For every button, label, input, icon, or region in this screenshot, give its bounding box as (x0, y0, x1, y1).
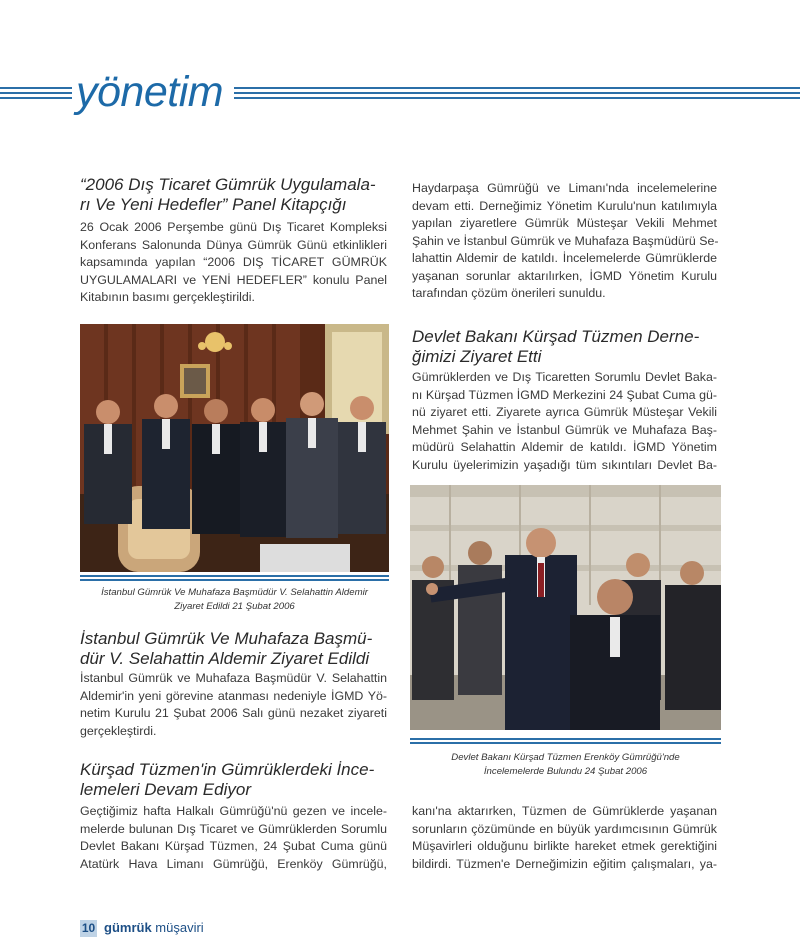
article-1-title: “2006 Dış Ticaret Gümrük Uygulamala- rı Ve Yeni Hedefler” Panel Kitapçığı (80, 175, 376, 214)
article-2-body: İstanbul Gümrük ve Muhafaza Başmüdür V. Selahattin Aldemir'in yeni görevine atanması nedeniyle İGMD Yö- netim Kurulu 21 Şubat 2006 Salı günü nezaket ziyareti gerçekleştirdi. (80, 671, 387, 738)
article-3-body: Geçtiğimiz hafta Halkalı Gümrüğü'nü gezen ve incele- melerde bulunan Dış Ticaret ve Gümrüklerden Sorumlu Devlet Bakanı Kürşad Tüzmen, 24 Şubat Cuma günü Atatürk Hava Limanı Gümrüğü, Erenköy Gümrüğü, (80, 804, 387, 871)
magazine-logo (104, 919, 204, 937)
section-title: yönetim (76, 68, 224, 116)
office-meeting-image (80, 324, 389, 572)
magazine-logo-bold: gümrük (104, 920, 152, 935)
page-number: 10 (81, 921, 96, 935)
photo-customs-visit (410, 485, 721, 730)
article-4-body: Gümrüklerden ve Dış Ticaretten Sorumlu Devlet Baka- nı Kürşad Tüzmen İGMD Merkezini 24 Şubat Cuma gü- nü ziyaret etti. Ziyarete ayrıca Gümrük Müsteşar Vekili Mehmet Şahin ve İstanbul Gümrük ve Muhafaza Baş- müdürü Selahattin Aldemir de katıldı. İGMD Yönetim Kurulu üyelerimizin yaşadığı tüm sıkıntıları Devlet Ba- (412, 370, 717, 472)
header-rule-left (0, 87, 72, 100)
customs-visit-image (410, 485, 721, 730)
article-2-title: İstanbul Gümrük Ve Muhafaza Başmü- dür V. Selahattin Aldemir Ziyaret Edildi (80, 629, 373, 668)
header-rule-right (234, 87, 800, 100)
photo-1-rule (80, 575, 389, 581)
article-4-body-continued: kanı'na aktarırken, Tüzmen de Gümrüklerde yaşanan sorunların çözümünde en büyük yardımcısının Gümrük Müşavirleri olduğunu birlikte hareket etmek gerektiğini bildirdi. Tüzmen'e Derneğimizin eğitim çalışmaları, ya- (412, 804, 717, 871)
article-3-body-continued: Haydarpaşa Gümrüğü ve Limanı'nda incelemelerine devam etti. Derneğimiz Yönetim Kurulu'nun katılımıyla yapılan ziyaretlere Gümrük Müsteşar Vekili Mehmet Şahin ve İstanbul Gümrük ve Muhafaza Başmüdürü Se- lahattin Aldemir de katıldı. İncelemelerde Gümrüklerde yaşanan sorunlar aktarılırken, İGMD Yönetim Kurulu tarafından çözüm önerileri sunuldu. (412, 181, 719, 300)
article-4-title: Devlet Bakanı Kürşad Tüzmen Derne- ğimizi Ziyaret Etti (412, 327, 700, 366)
photo-office-meeting (80, 324, 389, 572)
article-1-body: 26 Ocak 2006 Perşembe günü Dış Ticaret Kompleksi Konferans Salonunda Dünya Gümrük Günü etkinlikleri kapsamında yapılan “2006 DIŞ TİCARET GÜMRÜK UYGULAMALARI ve YENİ HEDEFLER” konulu Panel Kitabının basımı gerçekleştirildi. (80, 220, 387, 304)
photo-2-caption: Devlet Bakanı Kürşad Tüzmen Erenköy Gümrüğü'nde İncelemelerde Bulundu 24 Şubat 2006 (451, 752, 680, 777)
photo-2-rule (410, 738, 721, 744)
article-3-title: Kürşad Tüzmen'in Gümrüklerdeki İnce- lemeleri Devam Ediyor (80, 760, 375, 799)
photo-1-caption: İstanbul Gümrük Ve Muhafaza Başmüdür V. Selahattin Aldemir Ziyaret Edildi 21 Şubat 2006 (101, 587, 368, 612)
magazine-logo-rest: müşaviri (155, 920, 204, 935)
